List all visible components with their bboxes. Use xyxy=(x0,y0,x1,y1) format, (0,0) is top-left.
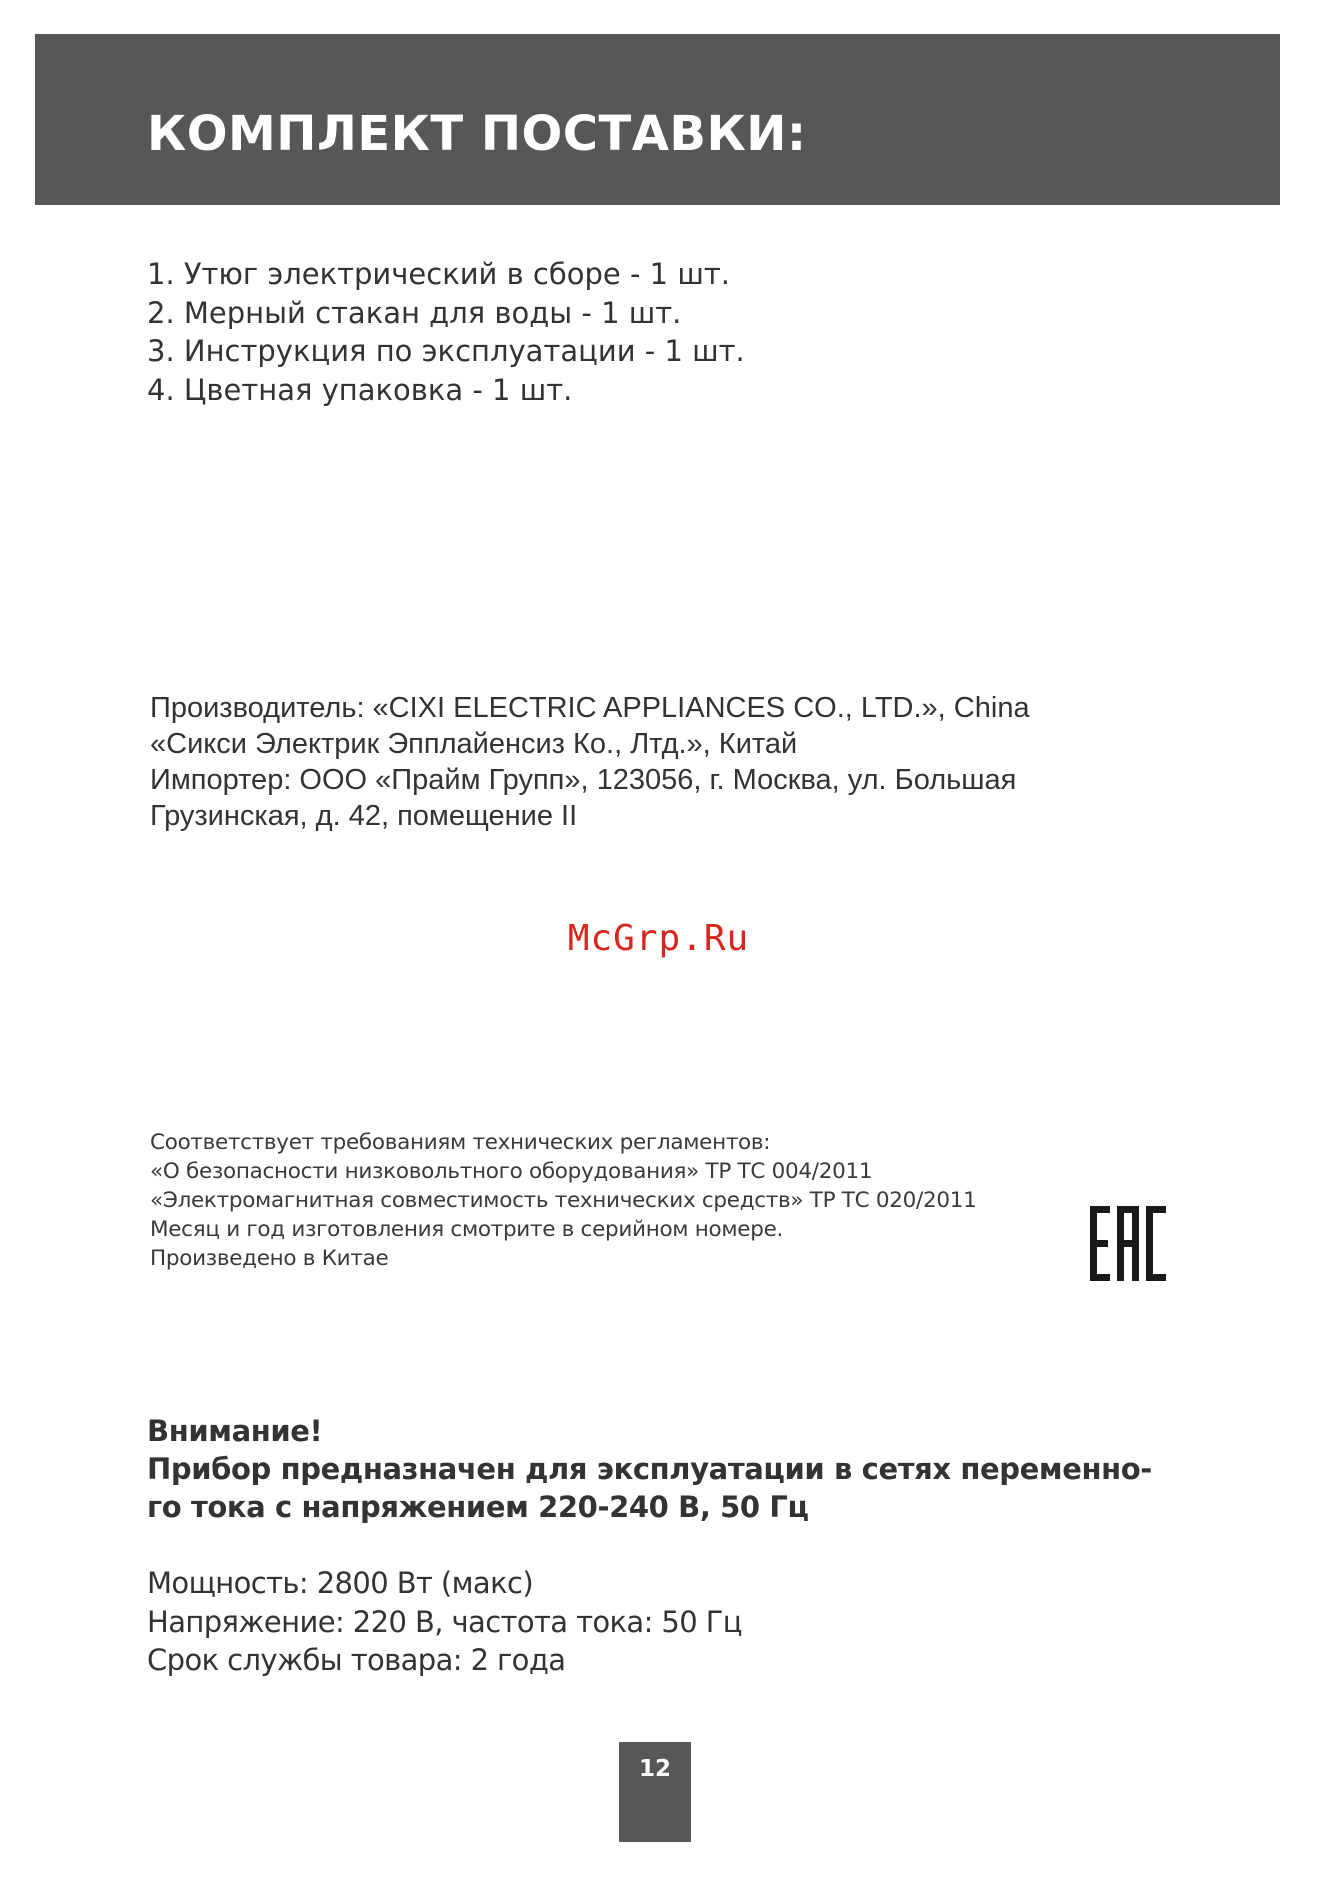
compliance-line: Месяц и год изготовления смотрите в серийном номере. xyxy=(150,1217,784,1242)
manufacturer-info xyxy=(150,690,1030,834)
compliance-line: Соответствует требованиям технических регламентов: xyxy=(150,1130,771,1155)
list-item: 1. Утюг электрический в сборе - 1 шт. xyxy=(147,257,730,291)
compliance-line: Произведено в Китае xyxy=(150,1246,389,1271)
warning-title: Внимание! xyxy=(147,1414,323,1448)
page-number-box xyxy=(619,1742,691,1842)
lifetime-spec: Срок службы товара: 2 года xyxy=(147,1643,566,1677)
package-contents-list xyxy=(147,255,745,409)
page-title: КОМПЛЕКТ ПОСТАВКИ: xyxy=(147,106,807,162)
list-item: 3. Инструкция по эксплуатации - 1 шт. xyxy=(147,334,745,368)
watermark: McGrp.Ru xyxy=(567,918,750,959)
warning-text: го тока с напряжением 220-240 В, 50 Гц xyxy=(147,1490,809,1524)
warning-notice xyxy=(147,1412,1177,1526)
manufacturer-line: «Сикси Электрик Эпплайенсиз Ко., Лтд.», Китай xyxy=(150,728,798,760)
header-band xyxy=(35,34,1280,205)
compliance-line: «О безопасности низковольтного оборудования» ТР ТС 004/2011 xyxy=(150,1159,873,1184)
importer-line: Импортер: ООО «Прайм Групп», 123056, г. Москва, ул. Большая xyxy=(150,764,1017,796)
importer-line: Грузинская, д. 42, помещение II xyxy=(150,800,578,832)
eac-mark-icon xyxy=(1090,1206,1166,1285)
compliance-line: «Электромагнитная совместимость технических средств» ТР ТС 020/2011 xyxy=(150,1188,977,1213)
warning-text: Прибор предназначен для эксплуатации в сетях переменно- xyxy=(147,1452,1152,1486)
list-item: 4. Цветная упаковка - 1 шт. xyxy=(147,372,573,407)
specifications xyxy=(147,1564,742,1680)
page-number: 12 xyxy=(638,1756,671,1782)
voltage-spec: Напряжение: 220 В, частота тока: 50 Гц xyxy=(147,1604,742,1639)
list-item: 2. Мерный стакан для воды - 1 шт. xyxy=(147,295,682,330)
manufacturer-line: Производитель: «CIXI ELECTRIC APPLIANCES CO., LTD.», China xyxy=(150,692,1030,724)
compliance-info xyxy=(150,1128,976,1273)
power-spec: Мощность: 2800 Вт (макс) xyxy=(147,1566,534,1600)
